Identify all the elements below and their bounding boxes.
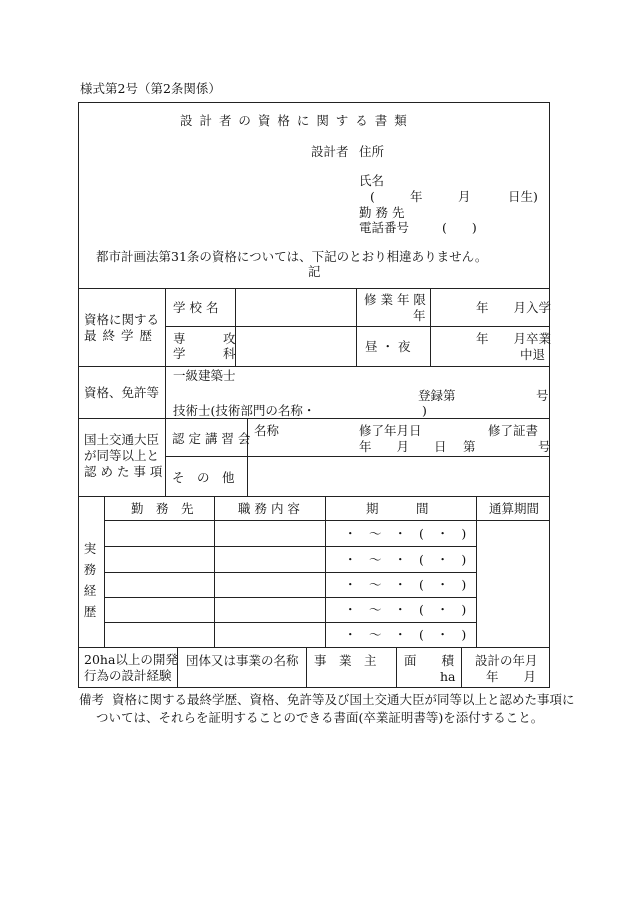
period-row-5: ・ ～ ・ ( ・ ) <box>344 627 467 642</box>
design-date-parts: 年 月 <box>486 669 537 684</box>
line-label-col <box>165 288 166 496</box>
line-exp-label-col <box>104 496 105 647</box>
exp-col-workplace: 勤 務 先 <box>131 501 194 516</box>
major-label-1: 専 攻 <box>173 331 236 346</box>
withdrawal-label: 中退 <box>520 347 546 362</box>
completion-date-label: 修了年月日 <box>359 423 422 438</box>
design-label-1: 20ha以上の開発 <box>84 652 178 667</box>
line-edu-col3 <box>430 288 431 366</box>
line-exp-col2 <box>325 496 326 647</box>
line-edu-col2 <box>356 288 357 366</box>
certificate-label: 修了証書 <box>488 423 539 438</box>
line-header-bottom <box>78 288 550 289</box>
period-row-2: ・ ～ ・ ( ・ ) <box>344 552 467 567</box>
line-design-col2 <box>306 647 307 688</box>
period-row-1: ・ ～ ・ ( ・ ) <box>344 526 467 541</box>
birth-day: 日生) <box>508 189 538 204</box>
line-exp-header <box>104 520 550 521</box>
major-label-2: 学 科 <box>173 346 236 361</box>
period-row-4: ・ ～ ・ ( ・ ) <box>344 602 467 617</box>
name-label: 氏名 <box>359 173 385 188</box>
education-label-1: 資格に関する <box>84 312 160 327</box>
workplace-label: 勤 務 先 <box>359 205 405 220</box>
phone-label: 電話番号 <box>359 220 410 235</box>
minister-label-2: が同等以上と <box>84 448 160 463</box>
exp-col-period: 期 間 <box>366 501 429 516</box>
line-exp-row1 <box>104 546 476 547</box>
line-minister-mid <box>165 456 550 457</box>
exp-col-total: 通算期間 <box>489 501 540 516</box>
line-exp-row4 <box>104 622 476 623</box>
line-exp-bottom <box>78 647 550 648</box>
form-number: 様式第2号（第2条関係） <box>80 81 221 96</box>
school-label: 学 校 名 <box>173 300 219 315</box>
birth-year: 年 <box>410 189 423 204</box>
architect-label: 一級建築士 <box>173 368 236 383</box>
ki-label: 記 <box>308 264 321 279</box>
completion-date-parts: 年 月 日 <box>359 439 447 454</box>
address-label: 住所 <box>359 144 385 159</box>
graduation-label: 年 月卒業 <box>476 331 552 346</box>
design-date-label: 設計の年月 <box>475 653 538 668</box>
experience-label: 実 務 経 歴 <box>83 541 97 619</box>
years-label-1: 修 業 年 限 <box>364 292 426 307</box>
course-name-label: 名称 <box>254 423 280 438</box>
registration-go: 号 <box>536 388 549 403</box>
line-edu-bottom <box>78 366 550 367</box>
area-unit: ha <box>440 669 456 684</box>
line-edu-mid <box>165 326 550 327</box>
registration-label: 登録第 <box>418 388 456 403</box>
project-name-label: 団体又は事業の名称 <box>186 653 299 668</box>
other-label: そ の 他 <box>172 470 235 485</box>
education-label-2: 最 終 学 歴 <box>84 328 153 343</box>
course-label: 認 定 講 習 会 <box>172 431 251 446</box>
years-label-2: 年 <box>413 308 426 323</box>
remarks-line-1: 資格に関する最終学歴、資格、免許等及び国土交通大臣が同等以上と認めた事項に <box>112 692 575 707</box>
engineer-close: ) <box>422 403 427 418</box>
design-label-2: 行為の設計経験 <box>84 668 172 683</box>
form-title: 設 計 者 の 資 格 に 関 す る 書 類 <box>180 113 407 128</box>
designer-label: 設計者 <box>311 144 349 159</box>
line-design-col4 <box>461 647 462 688</box>
minister-label-3: 認 め た 事 項 <box>84 464 163 479</box>
line-minister-col <box>247 418 248 496</box>
admission-label: 年 月入学 <box>476 300 552 315</box>
line-minister-bottom <box>78 496 550 497</box>
line-exp-col1 <box>214 496 215 647</box>
line-license-bottom <box>78 418 550 419</box>
line-exp-row2 <box>104 572 476 573</box>
line-exp-col3 <box>476 496 477 647</box>
minister-label-1: 国土交通大臣 <box>84 432 160 447</box>
phone-parens: ( ) <box>442 220 477 235</box>
birth-open: ( <box>370 189 375 204</box>
remarks-label: 備考 <box>79 692 105 707</box>
period-row-3: ・ ～ ・ ( ・ ) <box>344 577 467 592</box>
line-design-col3 <box>396 647 397 688</box>
line-exp-row3 <box>104 597 476 598</box>
owner-label: 事 業 主 <box>314 653 377 668</box>
license-label: 資格、免許等 <box>84 385 160 400</box>
area-label: 面 積 <box>404 653 455 668</box>
exp-col-duties: 職 務 内 容 <box>238 501 300 516</box>
engineer-label: 技術士(技術部門の名称・ <box>173 403 316 418</box>
certificate-number: 第 号 <box>463 439 551 454</box>
birth-month: 月 <box>458 189 471 204</box>
day-night-label: 昼 ・ 夜 <box>365 339 411 354</box>
declaration: 都市計画法第31条の資格については、下記のとおり相違ありません。 <box>96 249 488 264</box>
remarks-line-2: ついては、それらを証明することのできる書面(卒業証明書等)を添付すること。 <box>96 710 544 725</box>
